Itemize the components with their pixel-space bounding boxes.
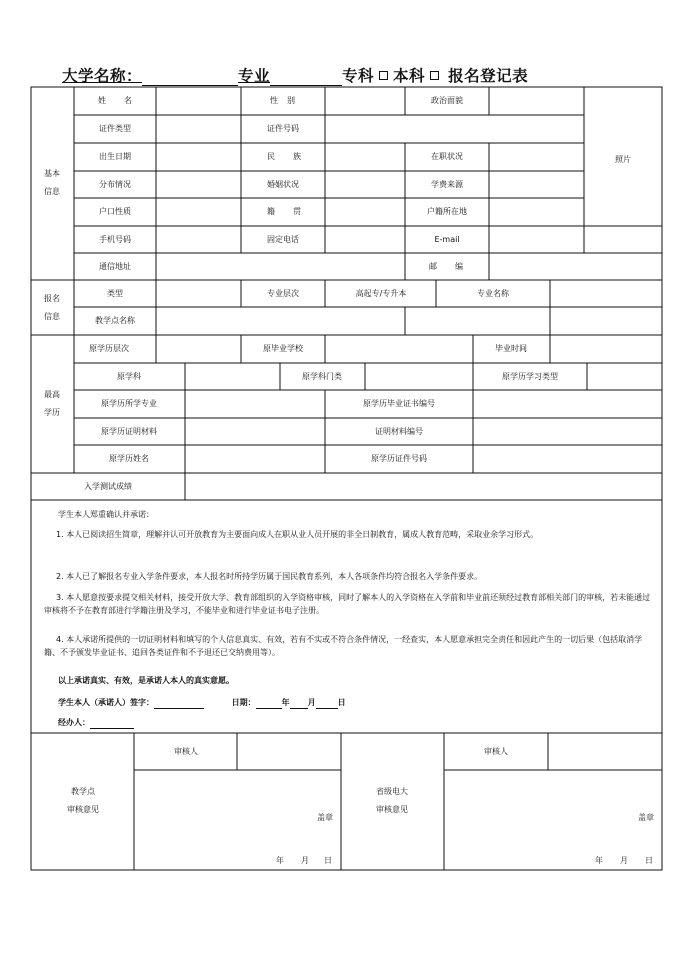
marital-label: 婚姻状况: [267, 180, 299, 189]
prev-major-label: 原学历所学专业: [101, 399, 157, 408]
ethnicity-label: 民族: [267, 152, 319, 161]
grad-time-label: 毕业时间: [495, 344, 527, 353]
center-month-label: 月: [301, 856, 309, 865]
photo-label: 照片: [615, 155, 631, 164]
day-label: 日: [337, 698, 346, 707]
address-label: 通信地址: [99, 262, 131, 271]
center-name-field[interactable]: [157, 308, 404, 334]
hukou-type-label: 户口性质: [99, 207, 131, 216]
hukou-location-label: 户籍所在地: [427, 207, 467, 216]
prev-level-label: 原学历层次: [89, 344, 129, 353]
landline-label: 固定电话: [267, 235, 299, 244]
prev-name-label: 原学历姓名: [109, 454, 149, 463]
province-review-label: 省级电大 审核意见: [376, 787, 408, 814]
center-year-label: 年: [276, 856, 284, 865]
native-place-label: 籍贯: [267, 207, 319, 216]
province-month-label: 月: [620, 856, 628, 865]
province-opinion-field[interactable]: [445, 771, 661, 869]
pledge-intro: 学生本人郑重确认并承诺：: [58, 510, 154, 519]
center-reviewer-label: 审核人: [174, 747, 198, 756]
mobile-label: 手机号码: [99, 235, 131, 244]
app-major-name-label: 专业名称: [477, 289, 509, 298]
tuition-label: 学费来源: [431, 180, 463, 189]
benke-label: 本科: [393, 67, 426, 85]
center-reviewer-field[interactable]: [238, 734, 340, 769]
center-seal-label: 盖章: [317, 813, 333, 822]
pledge-item-2: 2. 本人已了解报名专业入学条件要求，本人报名时所持学历属于国民教育系列，本人各项条件均符合报名入学条件要求。: [56, 572, 483, 581]
month-label: 月: [307, 698, 316, 707]
gender-field[interactable]: [326, 88, 404, 114]
address-field[interactable]: [157, 254, 404, 279]
prev-school-label: 原毕业学校: [263, 344, 303, 353]
education-section-label: 最高 学历: [44, 390, 60, 417]
gender-label: 性别: [270, 96, 304, 105]
name-label: 姓名: [98, 96, 150, 105]
year-label: 年: [281, 698, 290, 707]
email-label: E-mail: [434, 235, 460, 244]
distribution-label: 分布情况: [99, 180, 131, 189]
name-field[interactable]: [157, 88, 240, 114]
center-review-label: 教学点 审核意见: [67, 787, 99, 814]
app-level-value: 高起专/专升本: [355, 289, 407, 298]
prev-study-type-label: 原学历学习类型: [502, 372, 558, 381]
id-type-label: 证件类型: [99, 124, 131, 133]
id-number-field[interactable]: [326, 116, 583, 142]
photo-area[interactable]: [585, 88, 661, 225]
form-title: 报名登记表: [448, 67, 529, 85]
province-reviewer-label: 审核人: [484, 747, 508, 756]
prev-id-no-label: 原学历证件号码: [371, 454, 427, 463]
app-type-label: 类型: [107, 289, 123, 298]
entrance-score-label: 入学测试成绩: [84, 482, 132, 491]
month-blank[interactable]: [290, 698, 308, 709]
entrance-score-field[interactable]: [186, 474, 661, 499]
basic-section-label: 基本 信息: [44, 169, 60, 196]
sign-label: 学生本人（承诺人）签字：: [58, 698, 154, 707]
prev-subject-cat-label: 原学科门类: [302, 372, 342, 381]
political-field[interactable]: [490, 88, 583, 114]
pledge-confirm: 以上承诺真实、有效，是承诺人本人的真实意愿。: [58, 676, 234, 685]
pledge-item-3: 3. 本人愿意按要求提交相关材料，接受开放大学、教育部组织的入学资格审核，同时了解本人的入学资格在入学前和毕业前还须经过教育部相关部门的审核，若未能通过审核将不予在教育部进行学籍注册及学习，不能毕业和进行毕业证书电子注册。: [44, 593, 651, 615]
pledge-item-1: 1. 本人已阅读招生简章，理解并认可开放教育为主要面向成人在职从业人员开展的非全日制教育，属成人教育范畴，采取业余学习形式。: [56, 530, 539, 539]
pledge-item-4: 4. 本人承诺所提供的一切证明材料和填写的个人信息真实、有效，若有不实或不符合条件情况，一经查实，本人愿意承担完全责任和因此产生的一切后果（包括取消学籍、不予颁发毕业证书、追回各类证件和不予退还已交纳费用等）。: [44, 635, 643, 657]
prev-cert-no-label: 原学历毕业证书编号: [363, 399, 435, 408]
handler-label: 经办人：: [58, 718, 90, 727]
birth-date-label: 出生日期: [99, 152, 131, 161]
handler-line: [58, 716, 672, 729]
employment-label: 在职状况: [431, 152, 463, 161]
id-number-label: 证件号码: [267, 124, 299, 133]
province-reviewer-field[interactable]: [549, 734, 661, 769]
center-day-label: 日: [324, 856, 332, 865]
signature-blank[interactable]: [154, 698, 204, 709]
handler-blank[interactable]: [90, 718, 134, 729]
prev-proof-label: 原学历证明材料: [101, 427, 157, 436]
political-label: 政治面貌: [431, 96, 463, 105]
province-year-label: 年: [595, 856, 603, 865]
date-label: 日期：: [231, 698, 256, 707]
center-opinion-field[interactable]: [135, 771, 340, 869]
pledge-signature-line: [58, 696, 672, 709]
application-section-label: 报名 信息: [44, 294, 60, 321]
proof-no-label: 证明材料编号: [375, 427, 423, 436]
year-blank[interactable]: [256, 698, 282, 709]
prev-subject-label: 原学科: [117, 372, 141, 381]
day-blank[interactable]: [316, 698, 338, 709]
province-seal-label: 盖章: [638, 813, 654, 822]
province-day-label: 日: [645, 856, 653, 865]
zhuanke-label: 专科: [342, 67, 375, 85]
center-name-label: 教学点名称: [95, 316, 135, 325]
app-level-label: 专业层次: [267, 289, 299, 298]
university-label: 大学名称：: [62, 67, 143, 85]
major-label: 专业: [238, 67, 271, 85]
postcode-label: 邮编: [429, 262, 481, 271]
